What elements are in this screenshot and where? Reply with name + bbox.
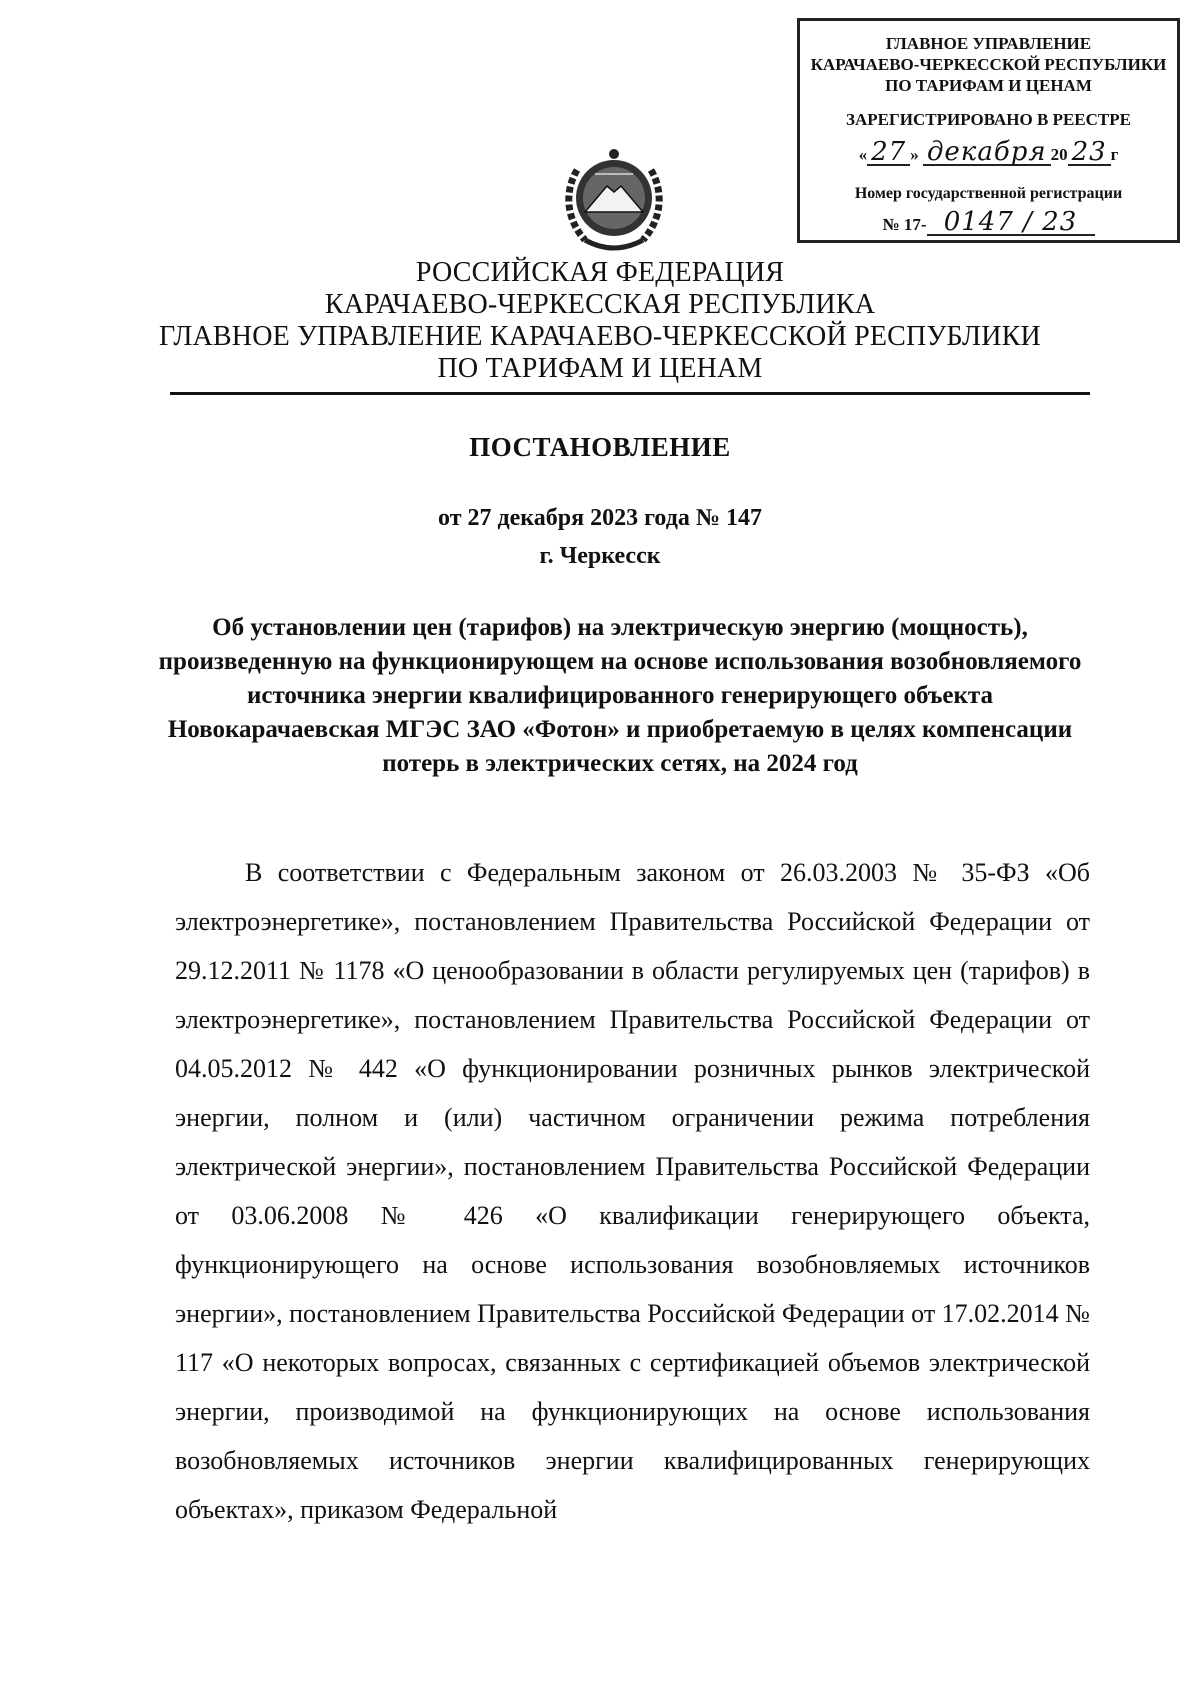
header-line-2: КАРАЧАЕВО-ЧЕРКЕССКАЯ РЕСПУБЛИКА — [324, 289, 876, 320]
header-line-4: ПО ТАРИФАМ И ЦЕНАМ — [437, 353, 763, 384]
stamp-registered: ЗАРЕГИСТРИРОВАНО В РЕЕСТРЕ — [846, 110, 1131, 129]
header-line-3: ГЛАВНОЕ УПРАВЛЕНИЕ КАРАЧАЕВО-ЧЕРКЕССКОЙ РЕСПУБЛИКИ — [159, 321, 1041, 352]
document-body-paragraph: В соответствии с Федеральным законом от 26.03.2003 № 35-ФЗ «Об электроэнергетике», постановлением Правительства Российской Федерации от 29.12.2011 № 1178 «О ценообразовании в области регулируемых цен (тарифов) в электроэнергетике», постановлением Правительства Российской Федерации от 04.05.2012 № 442 «О функционировании розничных рынков электрической энергии, полном и (или) частичном ограничении режима потребления электрической энергии», постановлением Правительства Российской Федерации от 03.06.2008 № 426 «О квалификации генерирующего объекта, функционирующего на основе использования возобновляемых источников энергии», постановлением Правительства Российской Федерации от 17.02.2014 № 117 «О некоторых вопросах, связанных с сертификацией объемов электрической энергии, производимой на функционирующих на основе использования возобновляемых источников энергии квалифицированных генерирующих объектах», приказом Федеральной — [175, 858, 1090, 1524]
stamp-date-year-prefix: 20 — [1050, 145, 1068, 164]
stamp-date-year-suffix: 23 — [1068, 140, 1111, 166]
registration-stamp — [797, 18, 1180, 243]
stamp-line-1: ГЛАВНОЕ УПРАВЛЕНИЕ — [885, 34, 1092, 53]
document-title: ПОСТАНОВЛЕНИЕ — [469, 432, 731, 462]
header-line-1: РОССИЙСКАЯ ФЕДЕРАЦИЯ — [415, 257, 785, 288]
stamp-reg-number-label: Номер государственной регистрации — [854, 185, 1123, 202]
stamp-date-mid: » — [910, 145, 919, 164]
stamp-reg-number-prefix: № 17- — [882, 215, 927, 234]
stamp-date-year-unit: г — [1110, 145, 1119, 164]
stamp-line-2: КАРАЧАЕВО-ЧЕРКЕССКОЙ РЕСПУБЛИКИ — [810, 55, 1167, 74]
stamp-date-prefix: « — [858, 145, 868, 164]
stamp-date — [800, 139, 1177, 171]
coat-of-arms-icon — [555, 140, 673, 258]
document-subject: Об установлении цен (тарифов) на электрическую энергию (мощность), произведенную на функционирующем на основе использования возобновляемого источника энергии квалифицированного генерирующего объекта Новокарачаевская МГЭС ЗАО «Фотон» и приобретаемую в целях компенсации потерь в электрических сетях, на 2024 год — [158, 614, 1082, 777]
document-city: г. Черкесск — [539, 543, 661, 569]
stamp-date-day: 27 — [867, 140, 910, 166]
stamp-date-month: декабря — [923, 140, 1051, 166]
header-divider — [170, 392, 1090, 395]
document-date-number: от 27 декабря 2023 года № 147 — [438, 505, 762, 531]
stamp-reg-number-value: 0147 / 23 — [927, 210, 1095, 236]
stamp-line-3: ПО ТАРИФАМ И ЦЕНАМ — [885, 76, 1092, 95]
stamp-reg-number — [800, 209, 1177, 241]
